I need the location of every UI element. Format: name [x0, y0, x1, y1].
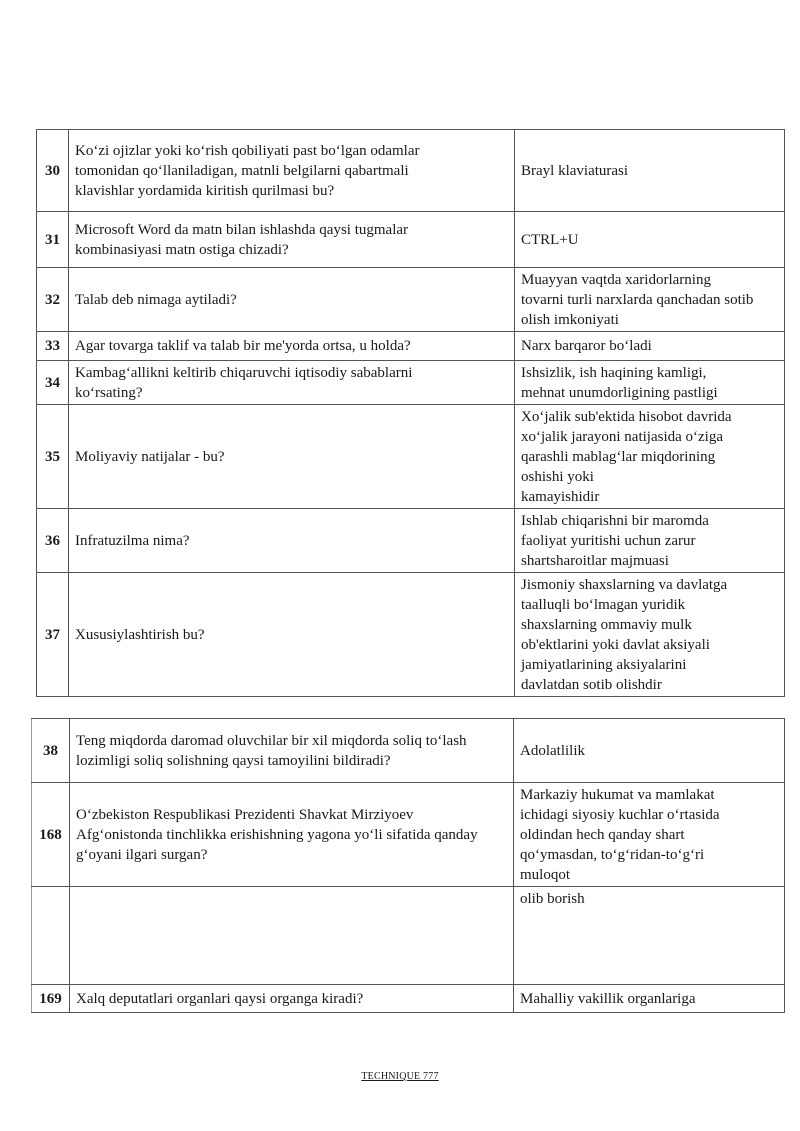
question-number: 30 [37, 130, 69, 212]
table-row [37, 130, 785, 212]
table-row [37, 573, 785, 697]
table-row [32, 887, 785, 985]
table-row [32, 719, 785, 783]
answer-text: Xo‘jalik sub'ektida hisobot davrida xo‘jalik jarayoni natijasida o‘ziga qarashli mablag‘lar miqdorining oshishi yoki kamayishidir [515, 405, 785, 509]
table-row [37, 268, 785, 332]
answer-text: CTRL+U [515, 212, 785, 268]
table-row [32, 783, 785, 887]
table-row [37, 509, 785, 573]
answer-text: Narx barqaror bo‘ladi [515, 332, 785, 361]
table-row [37, 332, 785, 361]
question-text: Talab deb nimaga aytiladi? [69, 268, 515, 332]
question-text: Microsoft Word da matn bilan ishlashda qaysi tugmalar kombinasiyasi matn ostiga chizadi? [69, 212, 515, 268]
question-number: 33 [37, 332, 69, 361]
question-text: Kambag‘allikni keltirib chiqaruvchi iqtisodiy sabablarni ko‘rsating? [69, 361, 515, 405]
table-row [37, 212, 785, 268]
answer-text: Ishsizlik, ish haqining kamligi, mehnat unumdorligining pastligi [515, 361, 785, 405]
answer-text: Ishlab chiqarishni bir maromda faoliyat yuritishi uchun zarur shartsharoitlar majmuasi [515, 509, 785, 573]
page-footer: TECHNIQUE 777 [361, 1071, 439, 1082]
question-number: 38 [32, 719, 70, 783]
answer-text: Markaziy hukumat va mamlakat ichidagi siyosiy kuchlar o‘rtasida oldindan hech qanday shart qo‘ymasdan, to‘g‘ridan-to‘g‘ri muloqot [514, 783, 785, 887]
question-number: 37 [37, 573, 69, 697]
question-text: Teng miqdorda daromad oluvchilar bir xil miqdorda soliq to‘lash lozimligi soliq solishning qaysi tamoyilini bildiradi? [70, 719, 514, 783]
answer-text: olib borish [514, 887, 785, 985]
question-number: 32 [37, 268, 69, 332]
table-row [37, 361, 785, 405]
answer-text: Adolatlilik [514, 719, 785, 783]
question-number: 168 [32, 783, 70, 887]
question-number: 34 [37, 361, 69, 405]
question-text: O‘zbekiston Respublikasi Prezidenti Shavkat Mirziyoev Afg‘onistonda tinchlikka erishishning yagona yo‘li sifatida qanday g‘oyani ilgari surgan? [70, 783, 514, 887]
question-text: Xususiylashtirish bu? [69, 573, 515, 697]
question-number: 169 [32, 985, 70, 1013]
answer-text: Mahalliy vakillik organlariga [514, 985, 785, 1013]
question-text: Xalq deputatlari organlari qaysi organga kiradi? [70, 985, 514, 1013]
answer-text: Brayl klaviaturasi [515, 130, 785, 212]
table-row [37, 405, 785, 509]
question-number: 36 [37, 509, 69, 573]
questions-table-bottom [31, 718, 785, 1013]
question-text: Moliyaviy natijalar - bu? [69, 405, 515, 509]
answer-text: Muayyan vaqtda xaridorlarning tovarni turli narxlarda qanchadan sotib olish imkoniyati [515, 268, 785, 332]
question-number [32, 887, 70, 985]
question-text: Agar tovarga taklif va talab bir me'yorda ortsa, u holda? [69, 332, 515, 361]
question-number: 31 [37, 212, 69, 268]
question-number: 35 [37, 405, 69, 509]
question-text: Infratuzilma nima? [69, 509, 515, 573]
questions-table-top [36, 129, 785, 697]
answer-text: Jismoniy shaxslarning va davlatga taalluqli bo‘lmagan yuridik shaxslarning ommaviy mulk ob'ektlarini yoki davlat aksiyali jamiyatlarining aksiyalarini davlatdan sotib olishdir [515, 573, 785, 697]
table-row [32, 985, 785, 1013]
question-text: Ko‘zi ojizlar yoki ko‘rish qobiliyati past bo‘lgan odamlar tomonidan qo‘llaniladigan, matnli belgilarni qabartmali klavishlar yordamida kiritish qurilmasi bu? [69, 130, 515, 212]
question-text [70, 887, 514, 985]
